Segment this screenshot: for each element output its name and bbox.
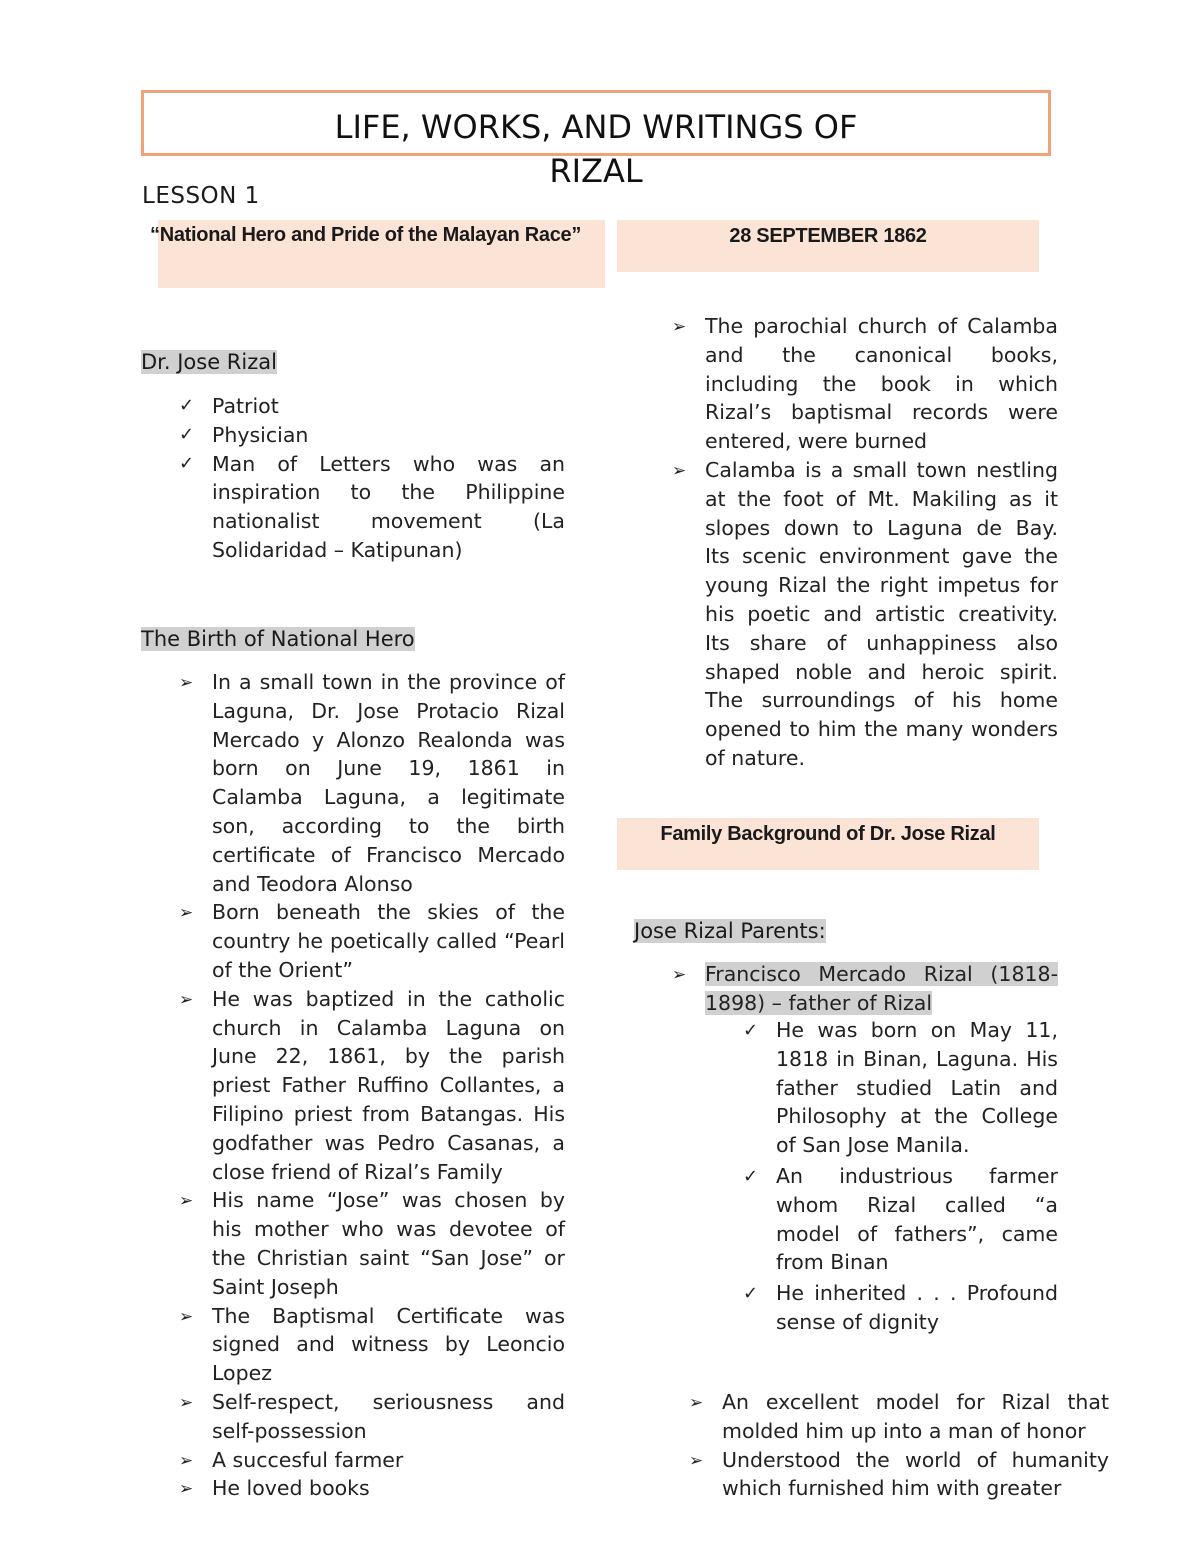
- text-line: close friend of Rizal’s Family: [212, 1159, 503, 1184]
- text-line: signed and witness by Leoncio: [212, 1332, 565, 1357]
- arrow-bullet-icon: ➢: [179, 989, 194, 1010]
- father-entry: [634, 960, 1058, 1018]
- text-line: certificate of Francisco Mercado: [212, 842, 565, 867]
- text-line: Its share of unhappiness also: [705, 630, 1058, 655]
- text-line: opened to him the many wonders: [705, 717, 1058, 742]
- list-item: [141, 421, 565, 450]
- text-line: shaped noble and heroic spirit.: [705, 659, 1058, 684]
- document-title-line-1: LIFE, WORKS, AND WRITINGS OF: [334, 108, 858, 146]
- arrow-bullet-icon: ➢: [179, 1191, 194, 1212]
- text-line: Born beneath the skies of the: [212, 900, 565, 925]
- list-item: [141, 898, 565, 984]
- text-line: whom Rizal called “a: [776, 1192, 1058, 1217]
- arrow-bullet-icon: ➢: [179, 1479, 194, 1500]
- list-item: [141, 1186, 565, 1301]
- list-item: [705, 1016, 1058, 1160]
- father-items-list: [705, 1016, 1058, 1337]
- text-line: his poetic and artistic creativity.: [705, 601, 1058, 626]
- text-line: young Rizal the right impetus for: [705, 573, 1058, 598]
- text-line: which furnished him with greater: [722, 1476, 1062, 1501]
- text-line: at the foot of Mt. Makiling as it: [705, 486, 1058, 511]
- arrow-bullet-icon: ➢: [672, 460, 687, 481]
- text-line: molded him up into a man of honor: [722, 1418, 1086, 1443]
- text-line: Calamba is a small town nestling: [705, 457, 1058, 482]
- arrow-bullet-icon: ➢: [672, 965, 687, 985]
- text-line: son, according to the birth: [212, 813, 565, 838]
- text-line: He was baptized in the catholic: [212, 986, 565, 1011]
- text-line: and Teodora Alonso: [212, 871, 413, 896]
- arrow-bullet-icon: ➢: [179, 1450, 194, 1471]
- text-line: The Baptismal Certificate was: [212, 1303, 565, 1328]
- list-item: [651, 1446, 1109, 1504]
- heading-birth-of-national-hero-text: The Birth of National Hero: [141, 627, 415, 651]
- text-line: Understood the world of humanity: [722, 1447, 1109, 1472]
- check-icon: ✓: [179, 452, 195, 474]
- check-icon: ✓: [743, 1165, 759, 1187]
- text-line: nationalist movement (La: [212, 509, 565, 534]
- caption-national-hero: “National Hero and Pride of the Malayan Race”: [150, 224, 582, 246]
- list-item: [705, 1279, 1058, 1337]
- caption-date: 28 SEPTEMBER 1862: [729, 225, 927, 247]
- text-line: entered, were burned: [705, 429, 928, 454]
- text-line: Philosophy at the College: [776, 1104, 1058, 1129]
- text-line: slopes down to Laguna de Bay.: [705, 515, 1058, 540]
- list-item: [651, 1388, 1109, 1446]
- heading-rizal-parents: [634, 917, 826, 945]
- text-line: He inherited . . . Profound: [776, 1281, 1058, 1306]
- list-item: [634, 312, 1058, 456]
- text-line: A succesful farmer: [212, 1447, 404, 1472]
- text-line: self-possession: [212, 1418, 367, 1443]
- text-line: Mercado y Alonzo Realonda was: [212, 727, 565, 752]
- text-line: He was born on May 11,: [776, 1018, 1058, 1042]
- heading-dr-jose-rizal-text: Dr. Jose Rizal: [141, 350, 277, 374]
- list-item: [141, 450, 565, 565]
- date-items-list: [634, 312, 1058, 773]
- text-line: born on June 19, 1861 in: [212, 756, 565, 781]
- extra-items-list: [651, 1388, 1109, 1503]
- document-title-line-2: RIZAL: [549, 152, 643, 190]
- text-line: church in Calamba Laguna on: [212, 1015, 565, 1040]
- text-line: of the Orient”: [212, 957, 353, 982]
- text-line: Laguna, Dr. Jose Protacio Rizal: [212, 698, 565, 723]
- text-line: He loved books: [212, 1476, 370, 1501]
- text-line: His name “Jose” was chosen by: [212, 1188, 565, 1213]
- arrow-bullet-icon: ➢: [179, 903, 194, 924]
- arrow-bullet-icon: ➢: [689, 1393, 704, 1413]
- text-line: The surroundings of his home: [705, 688, 1058, 713]
- text-line: Lopez: [212, 1361, 272, 1386]
- text-line: Saint Joseph: [212, 1274, 339, 1299]
- caption-family-background: Family Background of Dr. Jose Rizal: [660, 823, 996, 845]
- check-icon: ✓: [179, 395, 195, 416]
- check-icon: ✓: [179, 423, 195, 445]
- text-line: Calamba Laguna, a legitimate: [212, 785, 565, 810]
- text-line: priest Father Ruffino Collantes, a: [212, 1073, 565, 1098]
- list-item: [141, 668, 565, 898]
- list-item: [141, 1302, 565, 1388]
- father-name-line-1: Francisco Mercado Rizal (1818-: [705, 962, 1058, 986]
- text-line: Rizal’s baptismal records were: [705, 400, 1058, 425]
- list-item: [141, 392, 565, 421]
- text-line: and the canonical books,: [705, 342, 1058, 367]
- list-item: [141, 1474, 565, 1503]
- father-name-line-2: 1898) – father of Rizal: [705, 990, 933, 1015]
- text-line: godfather was Pedro Casanas, a: [212, 1130, 565, 1155]
- check-icon: ✓: [743, 1283, 759, 1305]
- text-line: father studied Latin and: [776, 1075, 1058, 1100]
- lesson-label: LESSON 1: [142, 183, 260, 209]
- text-line: In a small town in the province of: [212, 670, 565, 694]
- list-item: [705, 1162, 1058, 1277]
- arrow-bullet-icon: ➢: [689, 1450, 704, 1471]
- text-line: Man of Letters who was an: [212, 451, 565, 476]
- check-icon: ✓: [743, 1020, 759, 1041]
- list-item: [141, 985, 565, 1187]
- list-item: [141, 1446, 565, 1475]
- text-line: country he poetically called “Pearl: [212, 929, 565, 954]
- document-title-box: [141, 90, 1051, 190]
- text-line: sense of dignity: [776, 1309, 939, 1334]
- text-line: Patriot: [212, 394, 279, 418]
- text-line: Physician: [212, 422, 309, 447]
- text-line: Filipino priest from Batangas. His: [212, 1101, 565, 1126]
- arrow-bullet-icon: ➢: [179, 1392, 194, 1413]
- text-line: from Binan: [776, 1250, 889, 1275]
- text-line: of nature.: [705, 745, 805, 770]
- heading-dr-jose-rizal: [141, 348, 277, 376]
- text-line: Solidaridad – Katipunan): [212, 537, 463, 562]
- text-line: 1818 in Binan, Laguna. His: [776, 1046, 1058, 1071]
- text-line: the Christian saint “San Jose” or: [212, 1245, 565, 1270]
- list-item: [634, 456, 1058, 773]
- arrow-bullet-icon: ➢: [179, 673, 194, 693]
- text-line: Its scenic environment gave the: [705, 544, 1058, 569]
- heading-birth-of-national-hero: [141, 625, 415, 653]
- arrow-bullet-icon: ➢: [179, 1306, 194, 1327]
- text-line: his mother who was devotee of: [212, 1217, 565, 1242]
- heading-rizal-parents-text: Jose Rizal Parents:: [634, 919, 826, 943]
- text-line: An industrious farmer: [776, 1163, 1058, 1188]
- text-line: including the book in which: [705, 371, 1058, 396]
- text-line: An excellent model for Rizal that: [722, 1390, 1109, 1414]
- arrow-bullet-icon: ➢: [672, 317, 687, 337]
- text-line: model of fathers”, came: [776, 1221, 1058, 1246]
- text-line: of San Jose Manila.: [776, 1133, 970, 1158]
- text-line: inspiration to the Philippine: [212, 480, 565, 505]
- list-item: [141, 1388, 565, 1446]
- text-line: June 22, 1861, by the parish: [212, 1044, 565, 1069]
- text-line: The parochial church of Calamba: [705, 314, 1058, 338]
- rizal-traits-list: [141, 392, 565, 565]
- birth-items-list: [141, 668, 565, 1503]
- text-line: Self-respect, seriousness and: [212, 1389, 565, 1414]
